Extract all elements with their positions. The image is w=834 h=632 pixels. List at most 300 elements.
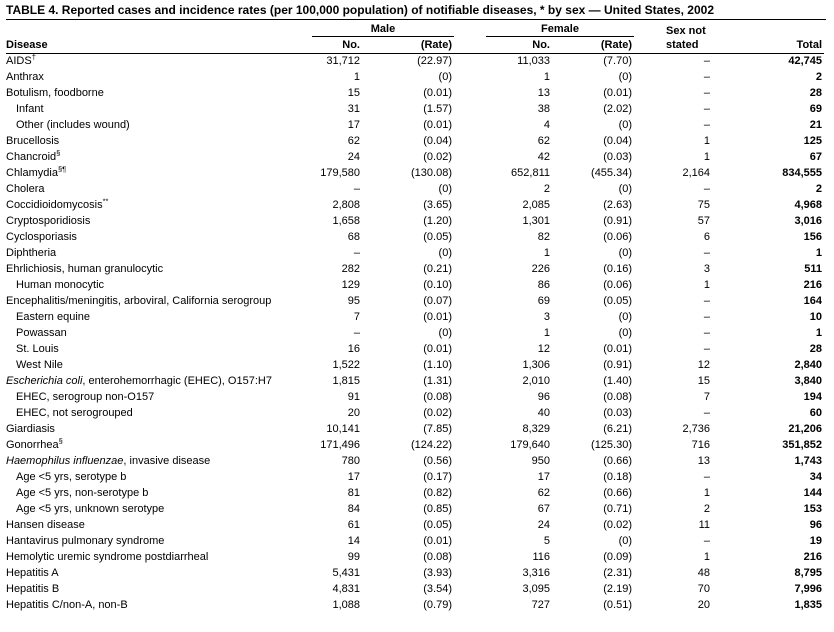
disease-name: Ehrlichiosis, human granulocytic (6, 263, 164, 275)
male-cases: 99 (347, 551, 360, 563)
disease-name: Brucellosis (6, 135, 60, 147)
male-rate: (0) (438, 247, 452, 259)
total-cases: 69 (809, 103, 823, 115)
sex-not-stated-cases: 1 (703, 487, 711, 499)
total-cases: 67 (809, 151, 823, 163)
male-rate: (0.82) (423, 487, 452, 499)
female-cases: 1,306 (522, 359, 550, 371)
sex-not-stated-cases: – (703, 183, 711, 195)
table-row (6, 229, 824, 245)
male-cases: 1,815 (332, 375, 360, 387)
female-rate: (0.51) (603, 599, 633, 611)
female-rate: (0.01) (603, 343, 633, 355)
table-row (6, 597, 824, 613)
col-group-male-label: Male (312, 23, 454, 37)
male-cases: 84 (347, 503, 360, 515)
female-cases: 1 (543, 327, 550, 339)
female-rate: (0.16) (603, 263, 633, 275)
male-rate: (0.05) (423, 231, 452, 243)
disease-name: Botulism, foodborne (6, 87, 104, 99)
male-cases: 17 (347, 119, 360, 131)
female-cases: 12 (537, 343, 550, 355)
female-rate: (7.70) (603, 55, 633, 68)
total-cases: 2,840 (794, 359, 823, 371)
table-row (6, 437, 824, 453)
female-cases: 652,811 (511, 167, 550, 179)
sex-not-stated-cases: – (703, 311, 711, 323)
total-cases: 1 (815, 247, 823, 259)
female-cases: 62 (537, 135, 550, 147)
sex-not-stated-cases: – (703, 119, 711, 131)
male-rate: (0.85) (423, 503, 452, 515)
male-rate: (1.20) (423, 215, 452, 227)
female-cases: 4 (543, 119, 550, 131)
sex-not-stated-cases: – (703, 295, 711, 307)
female-cases: 69 (537, 295, 550, 307)
male-rate: (7.85) (423, 423, 452, 435)
female-cases: 62 (537, 487, 550, 499)
male-rate: (0.08) (423, 551, 452, 563)
male-cases: 10,141 (326, 423, 360, 435)
table-row (6, 197, 824, 213)
table-row (6, 421, 824, 437)
male-rate: (3.93) (423, 567, 452, 579)
male-cases: 1 (353, 71, 360, 83)
header-column-row (6, 37, 824, 53)
female-rate: (0.06) (603, 279, 633, 291)
sex-not-stated-cases: 48 (697, 567, 711, 579)
male-rate: (22.97) (417, 55, 452, 68)
table-row (6, 69, 824, 85)
male-rate: (1.57) (423, 103, 452, 115)
male-rate: (0) (438, 327, 452, 339)
female-cases: 24 (537, 519, 550, 531)
col-header-male-no: No. (304, 37, 362, 53)
male-cases: 81 (347, 487, 360, 499)
male-rate: (0.05) (423, 519, 452, 531)
disease-name: Hemolytic uremic syndrome postdiarrheal (6, 551, 209, 563)
table-row (6, 373, 824, 389)
col-header-total: Total (712, 37, 824, 53)
female-rate: (0.01) (603, 87, 633, 99)
total-cases: 1,835 (794, 599, 823, 611)
total-cases: 21 (809, 119, 823, 131)
female-cases: 40 (537, 407, 550, 419)
female-cases: 2 (543, 183, 550, 195)
total-cases: 511 (804, 263, 823, 275)
female-cases: 13 (537, 87, 550, 99)
female-cases: 67 (537, 503, 550, 515)
male-rate: (0.01) (423, 87, 452, 99)
table-row (6, 501, 824, 517)
disease-name: AIDS† (6, 52, 36, 68)
male-rate: (3.65) (423, 199, 452, 211)
col-header-female-rate: (Rate) (552, 37, 634, 53)
total-cases: 7,996 (794, 583, 823, 595)
female-rate: (0.03) (603, 151, 633, 163)
sex-not-stated-cases: – (703, 343, 711, 355)
male-cases: 5,431 (332, 567, 360, 579)
total-cases: 60 (809, 407, 823, 419)
sex-not-stated-cases: – (703, 407, 711, 419)
male-cases: 31 (347, 103, 360, 115)
disease-name: Haemophilus influenzae, invasive disease (6, 455, 211, 467)
sex-not-stated-cases: 70 (697, 583, 711, 595)
table-row (6, 293, 824, 309)
sex-not-stated-cases: 57 (697, 215, 711, 227)
female-cases: 2,010 (522, 375, 550, 387)
table-row (6, 117, 824, 133)
female-cases: 86 (537, 279, 550, 291)
female-rate: (2.19) (603, 583, 633, 595)
male-rate: (124.22) (411, 439, 452, 451)
female-rate: (0.71) (603, 503, 633, 515)
total-cases: 216 (803, 279, 823, 291)
total-cases: 96 (809, 519, 823, 531)
disease-name: Chancroid§ (6, 148, 61, 163)
sex-not-stated-cases: 6 (703, 231, 711, 243)
total-cases: 2 (815, 183, 823, 195)
female-cases: 226 (531, 263, 550, 275)
disease-name: Coccidioidomycosis** (6, 196, 109, 211)
male-rate: (0.01) (423, 119, 452, 131)
total-cases: 4,968 (794, 199, 823, 211)
total-cases: 3,840 (794, 375, 823, 387)
male-rate: (0.02) (423, 407, 452, 419)
male-rate: (0.10) (423, 279, 452, 291)
male-cases: 68 (347, 231, 360, 243)
table-header (6, 21, 824, 53)
male-cases: 171,496 (320, 439, 360, 451)
female-rate: (455.34) (591, 167, 633, 179)
sex-not-stated-cases: 1 (703, 135, 711, 147)
female-cases: 5 (543, 535, 550, 547)
table-row (6, 357, 824, 373)
total-cases: 28 (809, 87, 823, 99)
female-rate: (2.31) (603, 567, 633, 579)
female-cases: 8,329 (522, 423, 550, 435)
col-header-male-rate: (Rate) (362, 37, 454, 53)
table-row (6, 309, 824, 325)
female-rate: (0) (618, 71, 633, 83)
female-cases: 11,033 (517, 55, 550, 68)
male-cases: 95 (347, 295, 360, 307)
female-cases: 2,085 (522, 199, 550, 211)
table-row (6, 565, 824, 581)
sex-not-stated-cases: – (703, 327, 711, 339)
male-cases: 17 (347, 471, 360, 483)
male-rate: (0.01) (423, 343, 452, 355)
sex-not-stated-cases: – (703, 471, 711, 483)
disease-name: Eastern equine (16, 311, 90, 323)
table-row (6, 453, 824, 469)
female-cases: 3,316 (522, 567, 550, 579)
table-row (6, 485, 824, 501)
disease-name: EHEC, serogroup non-O157 (16, 391, 155, 403)
col-header-female-no: No. (454, 37, 552, 53)
male-rate: (0) (438, 183, 452, 195)
male-cases: 282 (341, 263, 360, 275)
male-cases: 31,712 (326, 55, 360, 68)
total-cases: 3,016 (794, 215, 823, 227)
female-rate: (125.30) (591, 439, 633, 451)
sex-not-stated-cases: – (703, 535, 711, 547)
total-cases: 156 (803, 231, 823, 243)
total-cases: 1 (815, 327, 823, 339)
male-cases: 179,580 (320, 167, 360, 179)
female-rate: (0.66) (603, 487, 633, 499)
male-cases: 61 (347, 519, 360, 531)
disease-name: Giardiasis (6, 423, 55, 435)
sex-not-stated-cases: – (703, 247, 711, 259)
table-row (6, 213, 824, 229)
total-cases: 2 (815, 71, 823, 83)
female-cases: 1,301 (522, 215, 550, 227)
sex-not-stated-cases: – (703, 55, 711, 68)
female-rate: (6.21) (603, 423, 633, 435)
sex-not-stated-cases: 2 (703, 503, 711, 515)
table-row (6, 165, 824, 181)
sex-not-stated-cases: 1 (703, 551, 711, 563)
disease-name: West Nile (16, 359, 63, 371)
total-cases: 1,743 (794, 455, 823, 467)
header-spacer (712, 21, 824, 37)
disease-name: Age <5 yrs, unknown serotype (16, 503, 165, 515)
sex-not-stated-cases: 1 (703, 151, 711, 163)
col-header-disease: Disease (6, 37, 304, 53)
col-header-sex-not-line1: Sex not (666, 25, 706, 37)
male-cases: 91 (347, 391, 360, 403)
female-rate: (0.18) (603, 471, 633, 483)
disease-name: Other (includes wound) (16, 119, 130, 131)
disease-name: Cyclosporiasis (6, 231, 77, 243)
disease-name: Gonorrhea§ (6, 436, 63, 451)
total-cases: 42,745 (788, 55, 823, 68)
female-cases: 1 (543, 247, 550, 259)
total-cases: 28 (809, 343, 823, 355)
female-rate: (0.91) (603, 215, 633, 227)
female-cases: 116 (532, 551, 550, 563)
female-rate: (2.02) (603, 103, 633, 115)
male-cases: 1,522 (332, 359, 360, 371)
disease-name: Cryptosporidiosis (6, 215, 91, 227)
male-rate: (1.31) (423, 375, 452, 387)
female-rate: (0.04) (603, 135, 633, 147)
female-rate: (0) (618, 535, 633, 547)
table-row (6, 341, 824, 357)
sex-not-stated-cases: 2,736 (682, 423, 711, 435)
female-rate: (0.02) (603, 519, 633, 531)
notifiable-diseases-table (6, 21, 824, 613)
male-cases: 15 (347, 87, 360, 99)
male-rate: (0.02) (423, 151, 452, 163)
female-rate: (0) (618, 311, 633, 323)
table-row (6, 405, 824, 421)
disease-name: Hantavirus pulmonary syndrome (6, 535, 165, 547)
total-cases: 34 (809, 471, 823, 483)
disease-name: Escherichia coli, enterohemorrhagic (EHEC), O157:H7 (6, 375, 272, 387)
table-row (6, 549, 824, 565)
disease-name: EHEC, not serogrouped (16, 407, 133, 419)
table-row (6, 533, 824, 549)
male-rate: (0.01) (423, 535, 452, 547)
female-rate: (0.09) (603, 551, 633, 563)
disease-name: Chlamydia§¶ (6, 164, 67, 179)
disease-name: Powassan (16, 327, 67, 339)
male-rate: (1.10) (423, 359, 452, 371)
disease-name: Hansen disease (6, 519, 85, 531)
table-row (6, 277, 824, 293)
total-cases: 8,795 (794, 567, 823, 579)
male-cases: 24 (347, 151, 360, 163)
total-cases: 153 (803, 503, 823, 515)
table-row (6, 85, 824, 101)
male-cases: 14 (347, 535, 360, 547)
female-rate: (0) (618, 327, 633, 339)
male-rate: (3.54) (423, 583, 452, 595)
col-group-male (304, 21, 454, 37)
sex-not-stated-cases: 716 (691, 439, 711, 451)
male-cases: 129 (341, 279, 360, 291)
sex-not-stated-cases: 12 (697, 359, 711, 371)
female-cases: 38 (537, 103, 550, 115)
col-group-female (454, 21, 634, 37)
male-cases: 780 (341, 455, 360, 467)
sex-not-stated-cases: 20 (697, 599, 711, 611)
sex-not-stated-cases: 13 (697, 455, 711, 467)
male-cases: 1,088 (332, 599, 360, 611)
female-cases: 96 (537, 391, 550, 403)
sex-not-stated-cases: – (703, 103, 711, 115)
sex-not-stated-cases: 11 (698, 519, 711, 531)
female-rate: (0.66) (603, 455, 633, 467)
sex-not-stated-cases: – (703, 87, 711, 99)
male-rate: (0.21) (423, 263, 452, 275)
total-cases: 10 (809, 311, 823, 323)
sex-not-stated-cases: 1 (703, 279, 711, 291)
male-rate: (0.04) (423, 135, 452, 147)
female-rate: (0) (618, 247, 633, 259)
col-group-female-label: Female (486, 23, 634, 37)
table-row (6, 325, 824, 341)
table-row (6, 101, 824, 117)
total-cases: 21,206 (788, 423, 823, 435)
female-rate: (0) (618, 119, 633, 131)
disease-name: Encephalitis/meningitis, arboviral, California serogroup (6, 295, 272, 307)
col-header-sex-not-line2: stated (634, 37, 712, 53)
female-rate: (0.06) (603, 231, 633, 243)
sex-not-stated-cases: 2,164 (682, 167, 711, 179)
disease-name: Human monocytic (16, 279, 105, 291)
total-cases: 216 (803, 551, 823, 563)
table-row (6, 581, 824, 597)
table-title: TABLE 4. Reported cases and incidence rates (per 100,000 population) of notifiable diseases, * by sex — United States, 2002 (6, 3, 826, 20)
male-rate: (130.08) (411, 167, 452, 179)
male-cases: – (353, 327, 360, 339)
total-cases: 194 (803, 391, 823, 403)
female-cases: 82 (537, 231, 550, 243)
male-cases: 2,808 (332, 199, 360, 211)
total-cases: 19 (809, 535, 823, 547)
table-row (6, 149, 824, 165)
sex-not-stated-cases: 3 (703, 263, 711, 275)
disease-name: Hepatitis A (6, 567, 59, 579)
total-cases: 125 (803, 135, 823, 147)
male-cases: 16 (347, 343, 360, 355)
female-rate: (1.40) (603, 375, 633, 387)
header-group-row (6, 21, 824, 37)
sex-not-stated-cases: 7 (703, 391, 711, 403)
total-cases: 144 (803, 487, 823, 499)
male-cases: – (353, 247, 360, 259)
male-rate: (0.07) (423, 295, 452, 307)
table-row (6, 53, 824, 69)
male-cases: 1,658 (332, 215, 360, 227)
disease-name: St. Louis (16, 343, 59, 355)
disease-name: Hepatitis C/non-A, non-B (6, 599, 128, 611)
total-cases: 834,555 (782, 167, 823, 179)
female-cases: 950 (531, 455, 550, 467)
sex-not-stated-cases: 15 (697, 375, 711, 387)
male-rate: (0.08) (423, 391, 452, 403)
female-cases: 179,640 (510, 439, 550, 451)
table-row (6, 517, 824, 533)
table-row (6, 469, 824, 485)
table-row (6, 245, 824, 261)
male-rate: (0) (438, 71, 452, 83)
male-rate: (0.01) (423, 311, 452, 323)
female-rate: (0) (618, 183, 633, 195)
disease-name: Hepatitis B (6, 583, 60, 595)
female-rate: (0.91) (603, 359, 633, 371)
male-cases: 4,831 (332, 583, 360, 595)
table-row (6, 133, 824, 149)
male-cases: – (353, 183, 360, 195)
female-cases: 42 (537, 151, 550, 163)
total-cases: 164 (803, 295, 823, 307)
header-spacer (6, 21, 304, 37)
male-rate: (0.56) (423, 455, 452, 467)
table-row (6, 181, 824, 197)
table-body (6, 53, 824, 613)
male-rate: (0.79) (423, 599, 452, 611)
table-row (6, 389, 824, 405)
total-cases: 351,852 (782, 439, 823, 451)
female-cases: 17 (537, 471, 550, 483)
female-rate: (0.08) (603, 391, 633, 403)
table-row (6, 261, 824, 277)
disease-name: Age <5 yrs, non-serotype b (16, 487, 149, 499)
female-cases: 1 (543, 71, 550, 83)
male-cases: 62 (347, 135, 360, 147)
sex-not-stated-cases: 75 (697, 199, 711, 211)
disease-name: Anthrax (6, 71, 44, 83)
disease-name: Cholera (6, 183, 45, 195)
sex-not-stated-cases: – (703, 71, 711, 83)
female-rate: (2.63) (603, 199, 633, 211)
disease-name: Age <5 yrs, serotype b (16, 471, 127, 483)
disease-name: Infant (16, 103, 44, 115)
male-cases: 7 (353, 311, 360, 323)
male-rate: (0.17) (423, 471, 452, 483)
male-cases: 20 (347, 407, 360, 419)
female-cases: 3,095 (522, 583, 550, 595)
female-cases: 3 (543, 311, 550, 323)
disease-name: Diphtheria (6, 247, 57, 259)
female-rate: (0.03) (603, 407, 633, 419)
female-cases: 727 (531, 599, 550, 611)
female-rate: (0.05) (603, 295, 633, 307)
